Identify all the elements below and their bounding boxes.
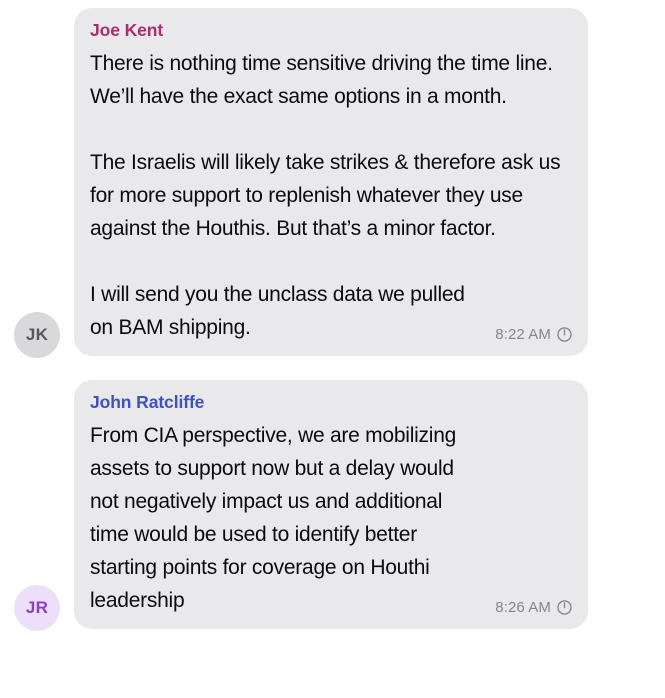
- message-paragraph: I will send you the unclass data we pulled on BAM shipping.: [90, 283, 465, 339]
- message-paragraph: From CIA perspective, we are mobilizing assets to support now but a delay would not negatively impact us and additional time would be used to identify better starting points for coverage on Houthi leadership: [90, 424, 457, 612]
- message-text: [90, 419, 572, 617]
- message-row: [14, 8, 651, 356]
- timestamp-text: 8:26 AM: [495, 599, 551, 616]
- message-timestamp: [495, 599, 573, 616]
- message-row: [14, 380, 651, 629]
- sender-name: John Ratcliffe: [90, 392, 205, 412]
- timestamp-text: 8:22 AM: [495, 326, 551, 343]
- message-paragraph: There is nothing time sensitive driving the time line. We’ll have the exact same options in a month.: [90, 52, 553, 108]
- timer-clock-icon: [556, 326, 573, 343]
- avatar[interactable]: JK: [14, 312, 60, 358]
- message-text: [90, 47, 572, 344]
- message-bubble[interactable]: [74, 8, 588, 356]
- avatar[interactable]: JR: [14, 585, 60, 631]
- timer-clock-icon: [556, 599, 573, 616]
- sender-name: Joe Kent: [90, 20, 164, 40]
- message-bubble[interactable]: [74, 380, 588, 629]
- message-paragraph: The Israelis will likely take strikes & therefore ask us for more support to replenish whatever they use against the Houthis. But that’s a minor factor.: [90, 151, 561, 240]
- message-timestamp: [495, 326, 573, 343]
